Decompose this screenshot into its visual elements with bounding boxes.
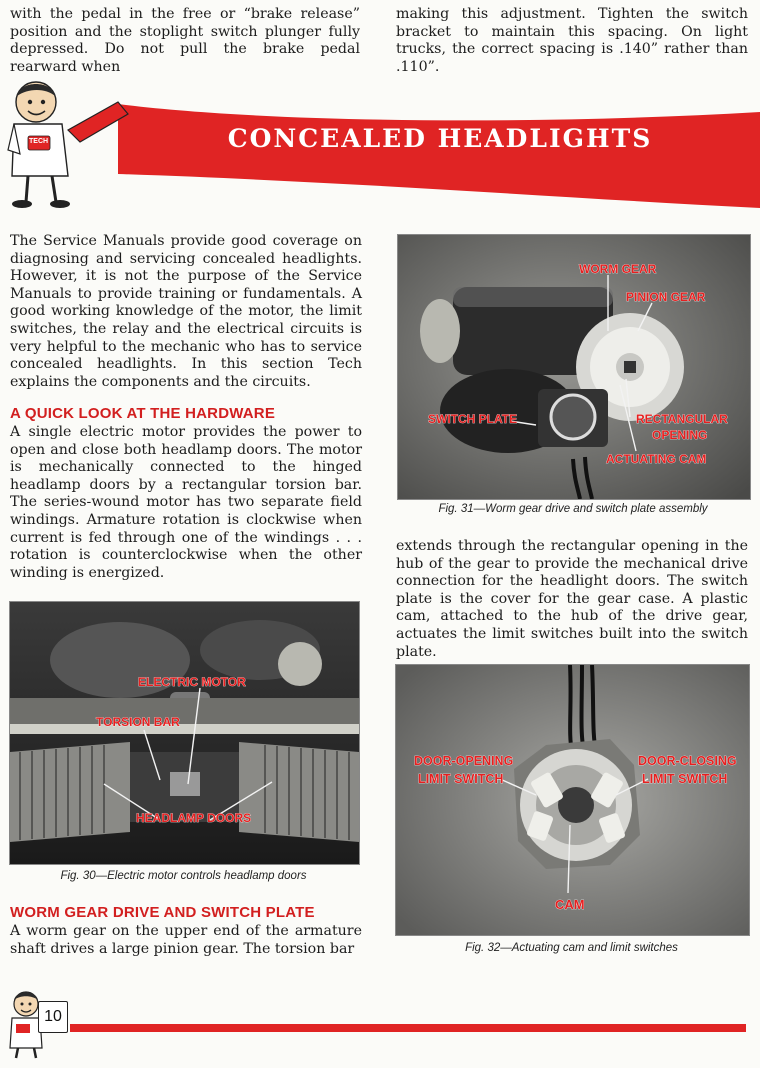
fig32-label-door-closing-2: LIMIT SWITCH (642, 772, 728, 786)
fig31-photo (397, 234, 751, 500)
intro-paragraph: The Service Manuals provide good coverage on diagnosing and servicing concealed headlights. However, it is not the purpose of the Service Manuals to provide training or fundamentals. A good working knowledge of the motor, the limit switches, the relay and the electrical circuits is very helpful to the mechanic who has to service concealed headlights. In this section Tech explains the components and the circuits. (10, 233, 362, 390)
footer-rule (70, 1024, 746, 1032)
fig31-label-worm-gear: WORM GEAR (579, 262, 657, 276)
fig32-label-door-opening-2: LIMIT SWITCH (418, 772, 504, 786)
fig30-label-headlamp-doors: HEADLAMP DOORS (136, 811, 252, 825)
fig30-label-torsion-bar: TORSION BAR (96, 715, 180, 729)
fig31-label-actuating-cam: ACTUATING CAM (606, 452, 707, 466)
fig32-label-door-closing-1: DOOR-CLOSING (638, 754, 737, 768)
fig30-caption: Fig. 30—Electric motor controls headlamp doors (60, 870, 307, 882)
hardware-paragraph: A single electric motor provides the power to open and close both headlamp doors. The motor is mechanically connected to the hinged headlamp doors by a rectangular torsion bar. The series-wound motor has two separate field windings. Armature rotation is clockwise when current is fed through one of the windings . . . rotation is counterclockwise when the other winding is energized. (10, 424, 362, 581)
fig30-label-electric-motor: ELECTRIC MOTOR (138, 675, 246, 689)
top-left-paragraph: with the pedal in the free or “brake release” position and the stoplight switch plunger fully depressed. Do not pull the brake pedal rearward when (10, 6, 360, 75)
fig31-label-pinion-gear: PINION GEAR (626, 290, 706, 304)
fig31-label-rect-2: OPENING (652, 428, 708, 442)
page-number: 10 (44, 1008, 62, 1025)
drive-paragraph: extends through the rectangular opening in the hub of the gear to provide the mechanical drive connection for the headlight doors. The switch plate is the cover for the gear case. A plastic cam, attached to the hub of the drive gear, actuates the limit switches built into the switch plate. (396, 538, 748, 660)
fig31-label-switch-plate: SWITCH PLATE (428, 412, 518, 426)
section-heading-worm-gear: WORM GEAR DRIVE AND SWITCH PLATE (10, 904, 315, 921)
mascot-badge: TECH (29, 138, 49, 145)
top-right-paragraph: making this adjustment. Tighten the switch bracket to maintain this spacing. On light trucks, the correct spacing is .140” rather than .110”. (396, 6, 748, 75)
fig32-label-door-opening-1: DOOR-OPENING (414, 754, 514, 768)
fig31-label-rect-1: RECTANGULAR (636, 412, 728, 426)
banner-title: CONCEALED HEADLIGHTS (227, 124, 653, 153)
fig32-label-cam: CAM (555, 897, 585, 912)
section-heading-hardware: A QUICK LOOK AT THE HARDWARE (10, 405, 276, 422)
fig32-caption: Fig. 32—Actuating cam and limit switches (465, 942, 678, 954)
fig30-photo (9, 601, 360, 865)
fig31-caption: Fig. 31—Worm gear drive and switch plate assembly (438, 503, 708, 515)
tech-mascot-icon (8, 82, 128, 208)
worm-gear-paragraph: A worm gear on the upper end of the armature shaft drives a large pinion gear. The torsion bar (10, 923, 362, 957)
fig32-photo (395, 664, 750, 936)
